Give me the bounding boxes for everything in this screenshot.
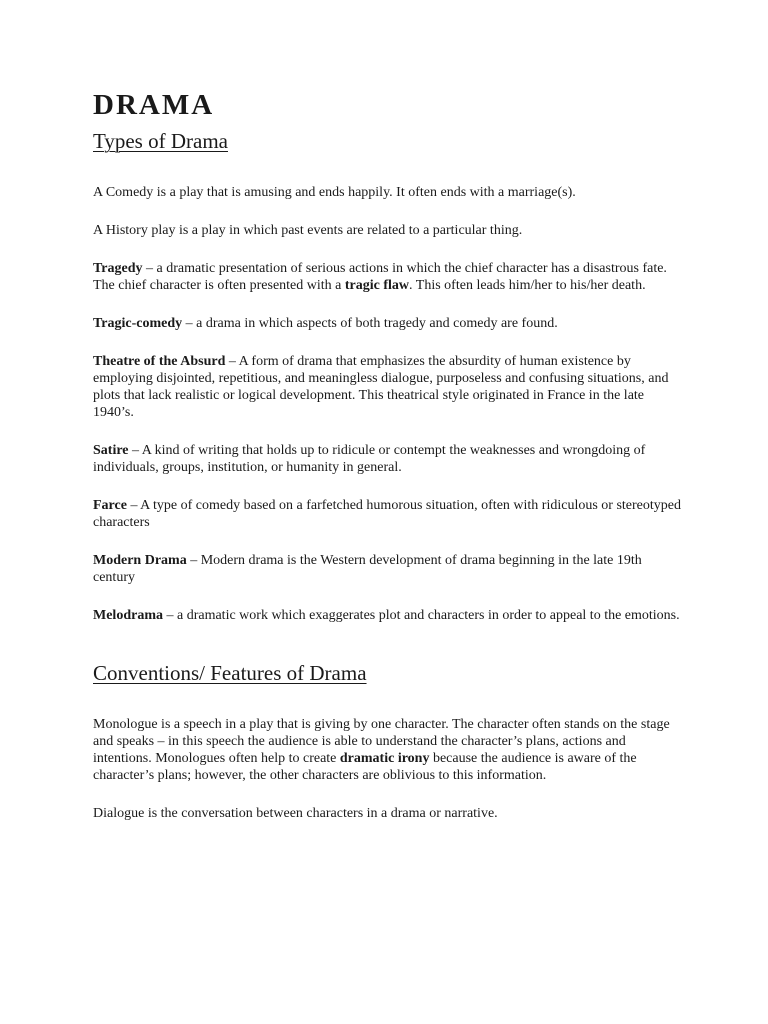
term-modern-drama: Modern Drama: [93, 553, 187, 568]
paragraph-dialogue: Dialogue is the conversation between characters in a drama or narrative.: [93, 806, 498, 821]
paragraph-tragic-comedy: [93, 315, 683, 332]
tragedy-definition-part-1: – a dramatic presentation of serious actions in which the chief character has a disastrous fate. The chief character is often presented with a: [93, 261, 667, 293]
term-theatre-of-the-absurd: Theatre of the Absurd: [93, 354, 226, 369]
melodrama-definition: – a dramatic work which exaggerates plot and characters in order to appeal to the emotions.: [162, 608, 680, 623]
monologue-definition-part-2: because the audience is aware of the character’s plans; however, the other characters are oblivious to this information.: [93, 751, 637, 783]
paragraph-modern-drama: [93, 552, 683, 586]
paragraph-monologue: [93, 716, 683, 784]
emphasis-tragic-flaw: tragic flaw: [344, 278, 410, 293]
monologue-definition-part-1: Monologue is a speech in a play that is giving by one character. The character often stands on the stage and speaks – in this speech the audience is able to understand the character’s plans, actions and intentions. Monologues often help to create: [93, 717, 670, 766]
paragraph-farce: [93, 497, 683, 531]
paragraph-history-play: A History play is a play in which past events are related to a particular thing.: [93, 223, 523, 238]
term-tragedy: Tragedy: [93, 261, 143, 276]
document-page: [93, 88, 683, 822]
term-melodrama: Melodrama: [93, 608, 163, 623]
paragraph-satire: [93, 442, 683, 476]
theatre-of-the-absurd-definition: – A form of drama that emphasizes the absurdity of human existence by employing disjointed, repetitious, and meaningless dialogue, purposeless and confusing situations, and plots that lack realistic or logical development. This theatrical style originated in France in the late 1940’s.: [93, 354, 669, 420]
tragic-comedy-definition: – a drama in which aspects of both tragedy and comedy are found.: [182, 316, 558, 331]
term-satire: Satire: [93, 443, 129, 458]
document-title: DRAMA: [93, 89, 215, 121]
satire-definition: – A kind of writing that holds up to ridicule or contempt the weaknesses and wrongdoing of individuals, groups, institution, or humanity in general.: [93, 443, 646, 475]
paragraph-tragedy: [93, 260, 683, 294]
modern-drama-definition: – Modern drama is the Western development of drama beginning in the late 19th century: [93, 553, 642, 585]
section-heading-conventions: Conventions/ Features of Drama: [93, 661, 367, 685]
term-tragic-comedy: Tragic-comedy: [93, 316, 183, 331]
farce-definition: – A type of comedy based on a farfetched humorous situation, often with ridiculous or stereotyped characters: [93, 498, 681, 530]
paragraph-comedy: A Comedy is a play that is amusing and ends happily. It often ends with a marriage(s).: [93, 185, 576, 200]
term-farce: Farce: [93, 498, 127, 513]
paragraph-melodrama: [93, 607, 683, 624]
emphasis-dramatic-irony: dramatic irony: [339, 751, 430, 766]
paragraph-theatre-of-the-absurd: [93, 353, 683, 421]
tragedy-definition-part-2: . This often leads him/her to his/her death.: [409, 278, 646, 293]
section-heading-types-of-drama: Types of Drama: [93, 129, 228, 153]
